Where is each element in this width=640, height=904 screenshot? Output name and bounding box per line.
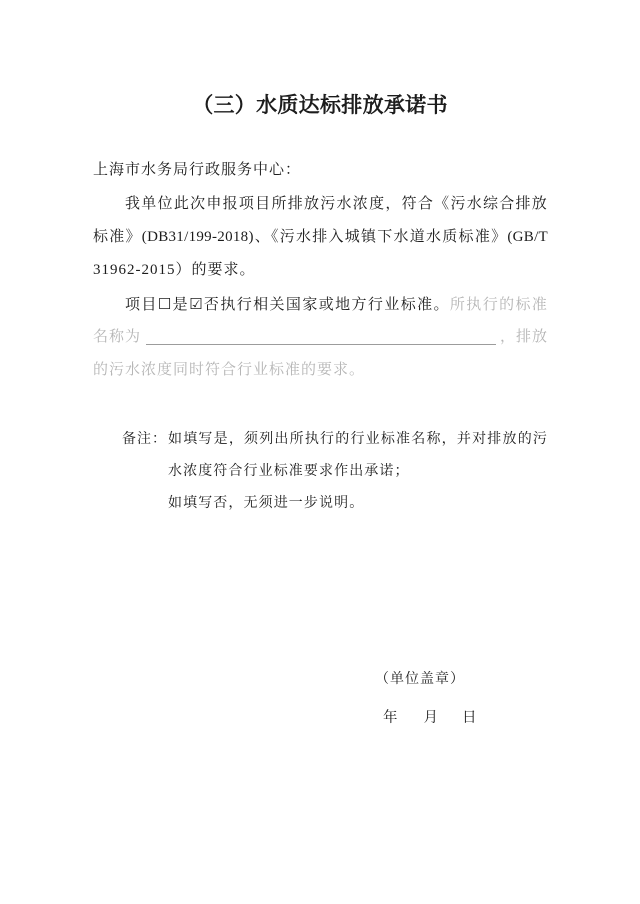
date-day-label: 日: [462, 710, 477, 726]
checkbox-unchecked-icon: ☐: [157, 295, 173, 313]
conditional-text: 名称为: [93, 329, 142, 345]
seal-placeholder: （单位盖章）: [375, 672, 465, 687]
remarks-label: 备注：: [122, 432, 167, 447]
remarks-line: 如填写是，须列出所执行的行业标准名称，并对排放的污: [168, 432, 548, 447]
remarks-line: 水浓度符合行业标准要求作出承诺；: [168, 464, 410, 479]
paragraph-line: 标准》(DB31/199-2018)、《污水排入城镇下水道水质标准》(GB/T: [93, 229, 548, 245]
remarks-body: [168, 424, 548, 520]
commitment-paragraph: [93, 188, 548, 287]
paragraph-line: 31962-2015）的要求。: [93, 262, 256, 278]
conditional-text: ，排放: [499, 329, 548, 345]
conditional-text: 所执行的标准: [449, 297, 548, 313]
project-label: 项目: [125, 297, 158, 313]
paragraph-line: [93, 321, 548, 354]
industry-standard-paragraph: [93, 288, 548, 387]
standard-statement: 执行相关国家或地方行业标准。: [220, 297, 450, 313]
paragraph-line: 我单位此次申报项目所排放污水浓度，符合《污水综合排放: [125, 196, 548, 212]
option-yes-label: 是: [172, 297, 190, 313]
date-month-label: 月: [423, 710, 438, 726]
standard-name-blank: [146, 344, 496, 345]
paragraph-line: 的污水浓度同时符合行业标准的要求。: [93, 362, 366, 378]
paragraph-line: [93, 288, 548, 321]
option-no-label: 否: [203, 297, 221, 313]
remarks: [122, 424, 548, 520]
date-year-label: 年: [383, 710, 398, 726]
date-line: [383, 706, 477, 730]
addressee: 上海市水务局行政服务中心：: [93, 162, 302, 178]
document-title: （三）水质达标排放承诺书: [192, 93, 448, 117]
checkbox-checked-icon: ☑: [189, 295, 204, 313]
remarks-line: 如填写否，无须进一步说明。: [168, 496, 365, 511]
